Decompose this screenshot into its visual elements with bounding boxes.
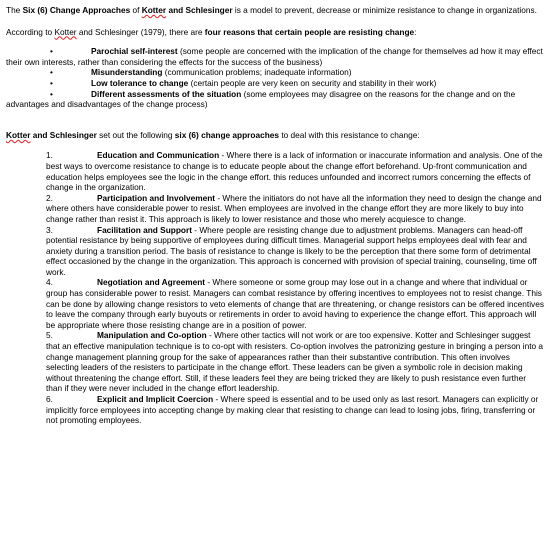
- approach-term: Facilitation and Support: [97, 224, 192, 235]
- approach-text: - Where other tactics will not work or are too expensive. Kotter and Schlesinger suggest that an effective manipulation technique is to co-opt with resisters. Co-option involves the patronizing gesture in bringing a person into a change management planning group for the sake of appearances rather than their substantive contribution. This often involves selecting leaders of the resisters to participate in the change effort. These leaders can be given a symbolic role in decision making without threatening the change effort. Still, if these leaders feel they are being tricked they are likely to push resistance even further than if they were never included in the change effort leadership.: [46, 330, 544, 394]
- reason-text: (some people are concerned with the implication of the change for themselves ad how it may effect their own interests, rather than considering the effects for the success of the business): [6, 46, 543, 67]
- approach-number: 3.: [46, 224, 53, 235]
- author-schlesinger: and Schlesinger: [30, 129, 97, 140]
- approach-item: [46, 225, 544, 278]
- model-title: Six (6) Change Approaches: [22, 5, 131, 15]
- approach-number: 1.: [46, 150, 53, 161]
- intro-text: of: [130, 5, 142, 15]
- reason-term: Misunderstanding: [91, 67, 163, 78]
- reason-item: [6, 67, 546, 78]
- four-reasons-heading: four reasons that certain people are resisting change: [204, 26, 415, 37]
- approach-number: 4.: [46, 277, 53, 288]
- approach-text: - Where people are resisting change due to adjustment problems. Managers can head-off potential resistance by being supportive of employees during difficult times. Managerial support helps employees deal with fear and anxiety during a transition period. The basis of resistance to change is likely to be the perception that there some form of detrimental effect occasioned by the change in the organization. This approach is concerned with provision of special training, counseling, time off work.: [46, 224, 537, 277]
- reason-term: Different assessments of the situation: [91, 88, 242, 99]
- approach-term: Education and Communication: [97, 150, 220, 161]
- author-kotter: Kotter: [141, 5, 167, 15]
- approach-term: Explicit and Implicit Coercion: [97, 394, 214, 404]
- author-schlesinger: and Schlesinger: [166, 5, 233, 15]
- author-kotter: Kotter: [54, 26, 77, 37]
- according-paragraph: [6, 27, 546, 38]
- approach-item: [46, 330, 544, 394]
- approach-number: 6.: [46, 394, 53, 404]
- reason-text: (some employees may disagree on the reasons for the change and on the advantages and disadvantages of the change process): [6, 88, 516, 110]
- approach-item: [46, 277, 544, 330]
- reason-term: Low tolerance to change: [91, 77, 189, 88]
- approach-text: - Where speed is essential and to be used only as last resort. Managers can explicitly or implicitly force employees into accepting change by making clear that resisting to change can lead to losing jobs, firing, transferring or not promoting employees.: [46, 394, 539, 426]
- intro-text: The: [6, 5, 23, 15]
- according-text: and Schlesinger (1979), there are: [76, 26, 205, 37]
- approach-term: Participation and Involvement: [97, 192, 216, 203]
- according-text: According to: [6, 26, 55, 37]
- document-page: [6, 3, 546, 426]
- reason-item: [6, 46, 546, 67]
- reasons-list: [6, 46, 546, 110]
- approach-item: [46, 394, 544, 426]
- six-approaches-heading: six (6) change approaches: [174, 129, 280, 140]
- according-text: :: [414, 26, 417, 37]
- approach-text: - Where the initiators do not have all the information they need to design the change and where others have considerable power to resist. When employees are involved in the change effort they are more likely to buy into change rather than resist it. This approach is likely to lower resistance and those who merely acquiesce to change.: [46, 192, 542, 224]
- approach-item: [46, 150, 544, 192]
- approach-item: [46, 193, 544, 225]
- bullet-icon: •: [50, 46, 53, 57]
- approach-number: 5.: [46, 330, 53, 341]
- author-kotter: Kotter: [6, 129, 31, 140]
- bullet-icon: •: [50, 67, 53, 78]
- reason-text: (communication problems; inadequate information): [162, 67, 352, 78]
- reason-term: Parochial self-interest: [91, 46, 178, 57]
- approach-number: 2.: [46, 192, 53, 203]
- bullet-icon: •: [50, 88, 53, 99]
- approach-text: - Where someone or some group may lose out in a change and where that individual or group has considerable power to resist. Managers can combat resistance by offering incentives to employees not to resist change. This can be done by allowing change resistors to veto elements of change that are threatening, or change resistors can be offered incentives to leave the company through early buyouts or retirements in order to avoid having to experience the change effort. This approach will be appropriate where those resisting change are in a position of power.: [46, 277, 544, 330]
- approach-term: Manipulation and Co-option: [97, 330, 207, 341]
- reason-item: [6, 78, 546, 89]
- bullet-icon: •: [50, 77, 53, 88]
- reason-text: (certain people are very keen on security and stability in their work): [188, 77, 437, 88]
- approach-term: Negotiation and Agreement: [97, 277, 206, 288]
- setout-text: set out the following: [96, 129, 175, 140]
- intro-paragraph: [6, 5, 546, 16]
- setout-text: to deal with this resistance to change:: [279, 129, 420, 140]
- setout-paragraph: [6, 130, 546, 141]
- approach-text: - Where there is a lack of information or inaccurate information and analysis. One of the best ways to overcome resistance to change is to educate people about the change effort beforehand. Up-front communication and education helps employees see the logic in the change effort. this reduces unfounded and incorrect rumors concerning the effects of change in the organization.: [46, 150, 543, 193]
- reason-item: [6, 89, 546, 110]
- intro-text: is a model to prevent, decrease or minimize resistance to change in organizations.: [232, 5, 537, 15]
- approaches-list: [6, 150, 544, 425]
